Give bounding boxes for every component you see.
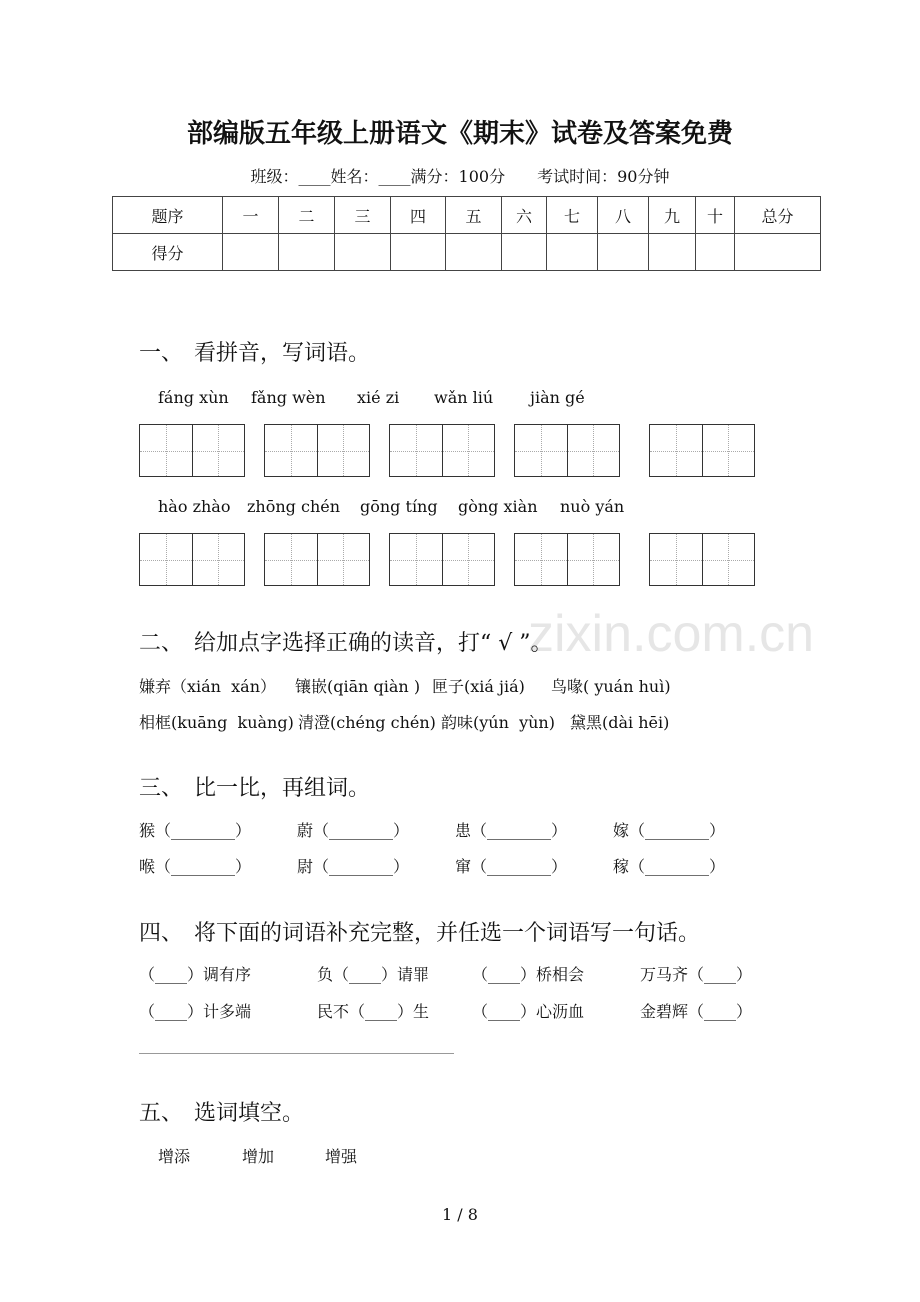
watermark: zixin.com.cn xyxy=(528,605,815,663)
grid-cell[interactable] xyxy=(515,534,567,585)
score-cell[interactable] xyxy=(335,234,391,271)
grid-cell[interactable] xyxy=(702,534,755,585)
table-header-cell: 七 xyxy=(547,197,598,234)
score-cell[interactable] xyxy=(649,234,696,271)
compare-word-item: 患（________） xyxy=(455,821,568,840)
pinyin-label: gōng tíng xyxy=(360,497,438,516)
idiom-fill-item: 万马齐（____） xyxy=(640,965,753,984)
score-cell[interactable] xyxy=(223,234,279,271)
score-cell[interactable] xyxy=(446,234,502,271)
word-choice: 增强 xyxy=(325,1147,358,1166)
grid-cell[interactable] xyxy=(265,534,317,585)
pinyin-label: gòng xiàn xyxy=(458,497,538,516)
compare-word-item: 猴（________） xyxy=(139,821,252,840)
page-title: 部编版五年级上册语文《期末》试卷及答案免费 xyxy=(186,119,733,149)
exam-info: 班级：____姓名：____满分：100分 考试时间：90分钟 xyxy=(250,167,670,186)
pronunciation-item: 韵味(yún yùn) xyxy=(441,713,555,732)
word-choice: 增加 xyxy=(242,1147,275,1166)
section-4-heading: 四、 将下面的词语补充完整，并任选一个词语写一句话。 xyxy=(139,921,701,946)
grid-cell[interactable] xyxy=(702,425,755,476)
compare-word-item: 窜（________） xyxy=(455,857,568,876)
word-choice: 增添 xyxy=(158,1147,191,1166)
pinyin-label: fǎng wèn xyxy=(251,388,326,407)
idiom-fill-item: （____）调有序 xyxy=(139,965,252,984)
grid-cell[interactable] xyxy=(265,425,317,476)
score-cell[interactable] xyxy=(547,234,598,271)
grid-cell[interactable] xyxy=(567,425,620,476)
grid-cell[interactable] xyxy=(515,425,567,476)
score-cell[interactable] xyxy=(502,234,547,271)
writing-grid[interactable] xyxy=(139,533,245,586)
score-cell[interactable] xyxy=(279,234,335,271)
writing-grid[interactable] xyxy=(264,533,370,586)
grid-cell[interactable] xyxy=(442,534,495,585)
pronunciation-item: 清澄(chéng chén) xyxy=(298,713,436,732)
writing-grid[interactable] xyxy=(389,533,495,586)
writing-grid[interactable] xyxy=(649,533,755,586)
writing-grid[interactable] xyxy=(264,424,370,477)
page-number: 1 / 8 xyxy=(442,1205,478,1224)
compare-word-item: 蔚（________） xyxy=(297,821,410,840)
score-cell[interactable] xyxy=(735,234,821,271)
writing-grid[interactable] xyxy=(139,424,245,477)
pinyin-label: fáng xùn xyxy=(158,388,229,407)
pronunciation-item: 鸟喙( yuán huì) xyxy=(551,677,671,696)
compare-word-item: 喉（________） xyxy=(139,857,252,876)
grid-cell[interactable] xyxy=(192,534,245,585)
pronunciation-item: 黛黑(dài hēi) xyxy=(570,713,670,732)
table-header-cell: 四 xyxy=(391,197,446,234)
pinyin-label: wǎn liú xyxy=(434,388,494,407)
table-header-cell: 八 xyxy=(598,197,649,234)
writing-grid[interactable] xyxy=(389,424,495,477)
pinyin-label: hào zhào xyxy=(158,497,231,516)
pronunciation-item: 匣子(xiá jiá) xyxy=(432,677,525,696)
score-cell[interactable] xyxy=(391,234,446,271)
table-header-cell: 二 xyxy=(279,197,335,234)
pronunciation-item: 嫌弃（xián xán） xyxy=(139,677,277,696)
score-row-label: 得分 xyxy=(113,234,223,271)
grid-cell[interactable] xyxy=(140,425,192,476)
table-header-cell: 九 xyxy=(649,197,696,234)
grid-cell[interactable] xyxy=(140,534,192,585)
idiom-fill-item: 金碧辉（____） xyxy=(640,1002,753,1021)
section-2-heading: 二、 给加点字选择正确的读音，打“ √ ”。 xyxy=(139,631,553,656)
pinyin-label: zhōng chén xyxy=(247,497,341,516)
grid-cell[interactable] xyxy=(390,534,442,585)
compare-word-item: 嫁（________） xyxy=(613,821,726,840)
compare-word-item: 稼（________） xyxy=(613,857,726,876)
compare-word-item: 尉（________） xyxy=(297,857,410,876)
table-header-cell: 题序 xyxy=(113,197,223,234)
idiom-fill-item: （____）计多端 xyxy=(139,1002,252,1021)
grid-cell[interactable] xyxy=(192,425,245,476)
writing-grid[interactable] xyxy=(514,424,620,477)
table-header-cell: 总分 xyxy=(735,197,821,234)
grid-cell[interactable] xyxy=(442,425,495,476)
pinyin-label: nuò yán xyxy=(560,497,625,516)
score-cell[interactable] xyxy=(598,234,649,271)
grid-cell[interactable] xyxy=(650,425,702,476)
pronunciation-item: 相框(kuāng kuàng) xyxy=(139,713,294,732)
score-table xyxy=(112,196,821,271)
writing-grid[interactable] xyxy=(514,533,620,586)
idiom-fill-item: 负（____）请罪 xyxy=(317,965,430,984)
section-3-heading: 三、 比一比，再组词。 xyxy=(139,776,371,801)
grid-cell[interactable] xyxy=(650,534,702,585)
table-header-cell: 三 xyxy=(335,197,391,234)
idiom-fill-item: （____）心沥血 xyxy=(472,1002,585,1021)
table-header-cell: 一 xyxy=(223,197,279,234)
idiom-fill-item: （____）桥相会 xyxy=(472,965,585,984)
section-5-heading: 五、 选词填空。 xyxy=(139,1101,305,1126)
grid-cell[interactable] xyxy=(390,425,442,476)
table-header-cell: 十 xyxy=(696,197,735,234)
answer-line[interactable] xyxy=(139,1053,454,1054)
pinyin-label: jiàn gé xyxy=(530,388,585,407)
grid-cell[interactable] xyxy=(567,534,620,585)
grid-cell[interactable] xyxy=(317,534,370,585)
table-header-cell: 六 xyxy=(502,197,547,234)
section-1-heading: 一、 看拼音，写词语。 xyxy=(139,341,371,366)
pronunciation-item: 镶嵌(qiān qiàn ) xyxy=(295,677,421,696)
score-cell[interactable] xyxy=(696,234,735,271)
grid-cell[interactable] xyxy=(317,425,370,476)
writing-grid[interactable] xyxy=(649,424,755,477)
pinyin-label: xié zi xyxy=(357,388,400,407)
idiom-fill-item: 民不（____）生 xyxy=(317,1002,430,1021)
table-header-cell: 五 xyxy=(446,197,502,234)
